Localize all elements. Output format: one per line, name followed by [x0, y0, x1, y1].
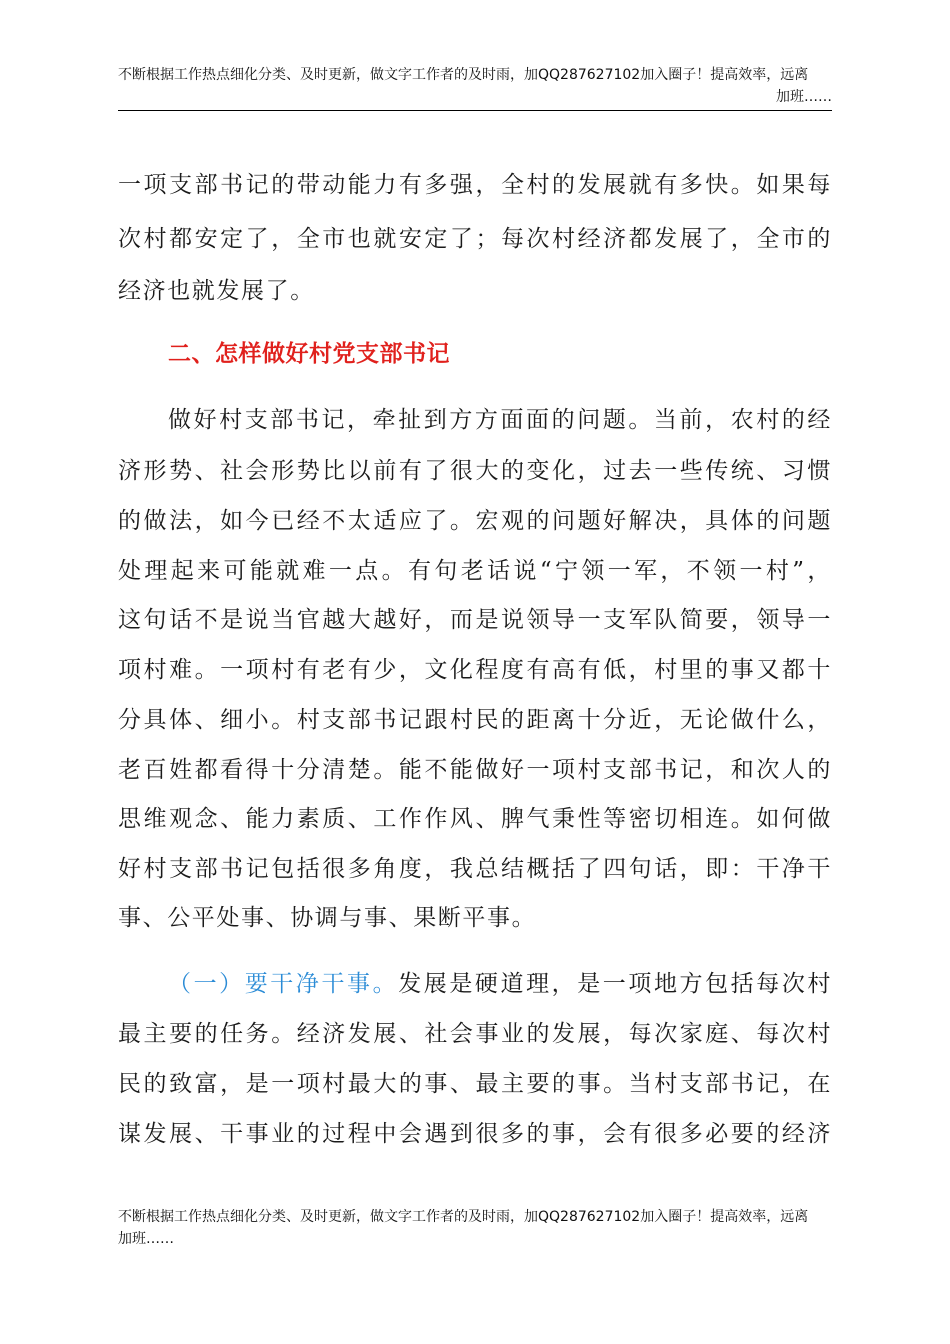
- text-line: 事、公平处事、协调与事、果断平事。: [118, 905, 537, 931]
- text-line-rest: 发展是硬道理，是一项地方包括每次村: [398, 971, 832, 997]
- text-line: 思维观念、能力素质、工作作风、脾气秉性等密切相连。如何做: [118, 806, 832, 832]
- text-line: 做好村支部书记，牵扯到方方面面的问题。当前，农村的经: [168, 407, 832, 433]
- text-line: 分具体、细小。村支部书记跟村民的距离十分近，无论做什么，: [118, 707, 832, 733]
- page-header: [118, 64, 832, 108]
- text-line: 老百姓都看得十分清楚。能不能做好一项村支部书记，和次人的: [118, 757, 832, 783]
- text-line: 次村都安定了，全市也就安定了；每次村经济都发展了，全市的: [118, 226, 832, 252]
- text-line: 最主要的任务。经济发展、社会事业的发展，每次家庭、每次村: [118, 1021, 832, 1047]
- text-line: 这句话不是说当官越大越好，而是说领导一支军队简要，领导一: [118, 607, 832, 633]
- text-line-with-subheading: [168, 968, 832, 1000]
- text-line: 好村支部书记包括很多角度，我总结概括了四句话，即：干净干: [118, 856, 832, 882]
- page-footer: [118, 1206, 832, 1250]
- header-line-1: 不断根据工作热点细化分类、及时更新，做文字工作者的及时雨，加QQ287627102加入圈子！提高效率，远离: [118, 67, 809, 83]
- text-line: 经济也就发展了。: [118, 278, 315, 304]
- text-line: 谋发展、干事业的过程中会遇到很多的事，会有很多必要的经济: [118, 1121, 832, 1147]
- text-line: 济形势、社会形势比以前有了很大的变化，过去一些传统、习惯: [118, 458, 832, 484]
- header-line-2: 加班……: [776, 89, 832, 105]
- text-line: 民的致富，是一项村最大的事、最主要的事。当村支部书记，在: [118, 1071, 832, 1097]
- text-line: 项村难。一项村有老有少，文化程度有高有低，村里的事又都十: [118, 657, 832, 683]
- header-divider: [118, 110, 832, 111]
- subheading: （一）要干净干事。: [168, 971, 399, 997]
- text-line: 一项支部书记的带动能力有多强，全村的发展就有多快。如果每: [118, 172, 832, 198]
- footer-line-1: 不断根据工作热点细化分类、及时更新，做文字工作者的及时雨，加QQ287627102加入圈子！提高效率，远离: [118, 1209, 809, 1225]
- footer-line-2: 加班……: [118, 1231, 174, 1247]
- section-heading: 二、怎样做好村党支部书记: [168, 341, 450, 367]
- text-line: 的做法，如今已经不太适应了。宏观的问题好解决，具体的问题: [118, 508, 832, 534]
- text-line: 处理起来可能就难一点。有句老话说“宁领一军，不领一村”，: [118, 558, 832, 584]
